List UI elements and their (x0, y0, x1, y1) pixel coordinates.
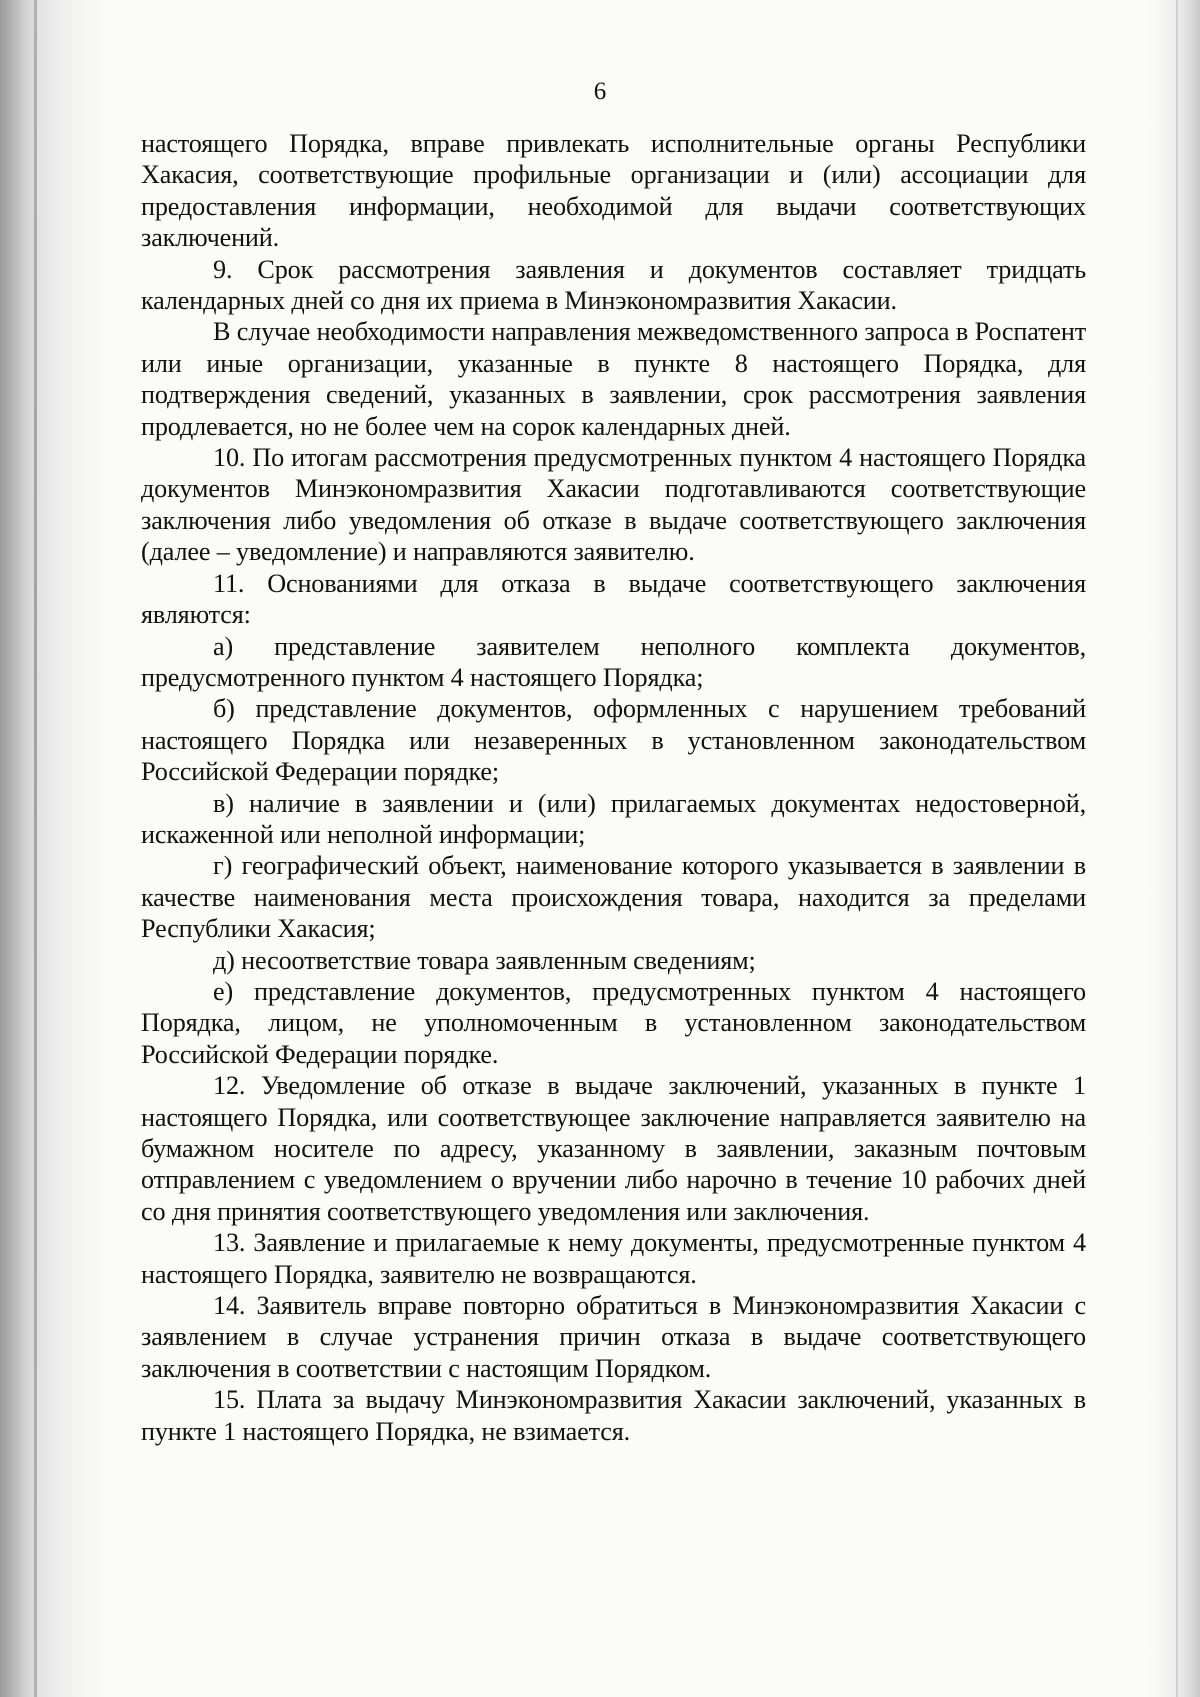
paragraph-item-10: 10. По итогам рассмотрения предусмотренных пунктом 4 настоящего Порядка документов Минэкономразвития Хакасии подготавливаются соответствующие заключения либо уведомления об отказе в выдаче соответствующего заключения (далее – уведомление) и направляются заявителю. (141, 443, 1086, 567)
subitem-g: г) географический объект, наименование которого указывается в заявлении в качестве наименования места происхождения товара, находится за пределами Республики Хакасия; (141, 851, 1086, 944)
document-body (141, 128, 1086, 1447)
subitem-a: а) представление заявителем неполного комплекта документов, предусмотренного пунктом 4 настоящего Порядка; (141, 631, 1086, 692)
right-edge-line (1176, 0, 1178, 1697)
subitem-v: в) наличие в заявлении и (или) прилагаемых документах недостоверной, искаженной или неполной информации; (141, 788, 1086, 849)
paragraph-item-14: 14. Заявитель вправе повторно обратиться в Минэкономразвития Хакасии с заявлением в случае устранения причин отказа в выдаче соответствующего заключения в соответствии с настоящим Порядком. (141, 1291, 1086, 1383)
subitem-b: б) представление документов, оформленных с нарушением требований настоящего Порядка или незаверенных в установленном законодательством Российской Федерации порядке; (141, 694, 1086, 787)
paragraph-item-15: 15. Плата за выдачу Минэкономразвития Хакасии заключений, указанных в пункте 1 настоящего Порядка, не взимается. (141, 1385, 1086, 1446)
right-edge-shadow (1150, 0, 1200, 1697)
paragraph-item-9-extension: В случае необходимости направления межведомственного запроса в Роспатент или иные организации, указанные в пункте 8 настоящего Порядка, для подтверждения сведений, указанных в заявлении, срок рассмотрения заявления продлевается, но не более чем на сорок календарных дней. (141, 317, 1086, 441)
subitem-e: е) представление документов, предусмотренных пунктом 4 настоящего Порядка, лицом, не уполномоченным в установленном законодательством Российской Федерации порядке. (141, 976, 1086, 1069)
binding-edge-line (34, 0, 37, 1697)
subitem-d: д) несоответствие товара заявленным сведениям; (213, 945, 756, 975)
paragraph-item-13: 13. Заявление и прилагаемые к нему документы, предусмотренные пунктом 4 настоящего Порядка, заявителю не возвращаются. (141, 1228, 1086, 1289)
paragraph-item-11: 11. Основаниями для отказа в выдаче соответствующего заключения являются: (141, 568, 1086, 630)
binding-shadow (0, 0, 120, 1697)
paragraph-item-12: 12. Уведомление об отказе в выдаче заключений, указанных в пункте 1 настоящего Порядка, или соответствующее заключение направляется заявителю на бумажном носителе по адресу, указанному в заявлении, заказным почтовым отправлением с уведомлением о вручении либо нарочно в течение 10 рабочих дней со дня принятия соответствующего уведомления или заключения. (141, 1071, 1086, 1226)
paragraph-continuation: настоящего Порядка, вправе привлекать исполнительные органы Республики Хакасия, соответствующие профильные организации и (или) ассоциации для предоставления информации, необходимой для выдачи соответствующих заключений. (141, 129, 1086, 253)
page-number: 6 (593, 78, 607, 105)
paragraph-item-9: 9. Срок рассмотрения заявления и документов составляет тридцать календарных дней со дня их приема в Минэкономразвития Хакасии. (141, 254, 1086, 316)
